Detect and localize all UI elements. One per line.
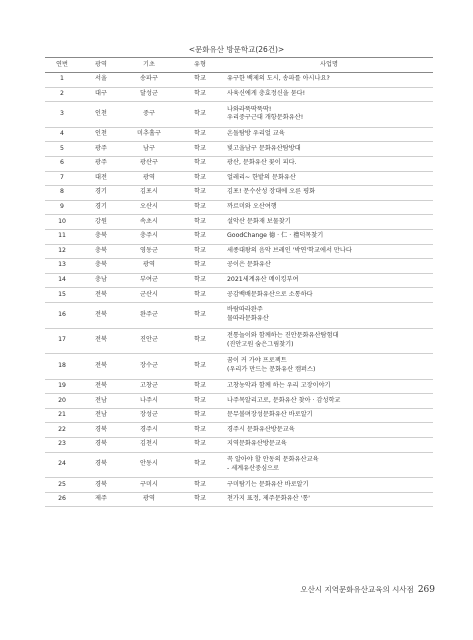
cell-program: [225, 244, 433, 259]
cell-district: 고창군: [123, 379, 175, 394]
table-caption: <문화유산 방문학교(26건)>: [188, 45, 285, 54]
program-line: 바람따라완주: [227, 306, 263, 314]
program-line: 천가지 표정, 제주문화유산 '통': [227, 495, 310, 503]
cell-no: 2: [45, 87, 79, 102]
program-line: 온돌탐방 우리얼 교육: [227, 130, 285, 138]
program-line: 사육신에게 충효정신을 묻다!: [227, 89, 306, 97]
table-row: [45, 302, 433, 328]
cell-program: [225, 102, 433, 128]
cell-type: 학교: [175, 492, 225, 507]
cell-district: 부여군: [123, 273, 175, 288]
cell-no: 22: [45, 423, 79, 438]
cell-no: 12: [45, 244, 79, 259]
cell-type: 학교: [175, 73, 225, 88]
cell-program: [225, 408, 433, 423]
cell-district: 속초시: [123, 215, 175, 230]
cell-district: 김포시: [123, 186, 175, 201]
table-row: [45, 354, 433, 380]
cell-program: [225, 127, 433, 142]
cell-district: 군산시: [123, 288, 175, 303]
table-row: [45, 379, 433, 394]
table-row: [45, 244, 433, 259]
cell-region: 서울: [79, 73, 123, 88]
cell-region: 충북: [79, 259, 123, 274]
cell-region: 전남: [79, 394, 123, 409]
cell-type: 학교: [175, 423, 225, 438]
cell-no: 6: [45, 156, 79, 171]
cell-district: 충주시: [123, 229, 175, 244]
table-row: [45, 438, 433, 453]
cell-type: 학교: [175, 354, 225, 380]
program-line: GoodChange 德 · 仁 · 禮덕목찾기: [227, 232, 324, 240]
cell-type: 학교: [175, 215, 225, 230]
column-header-no: 연번: [45, 58, 79, 73]
program-line: 나와라뚝딱뚝딱!: [227, 105, 272, 113]
cell-region: 전북: [79, 354, 123, 380]
cell-type: 학교: [175, 328, 225, 354]
cell-region: 경북: [79, 423, 123, 438]
cell-program: [225, 273, 433, 288]
program-line: 구미탐기는 문화유산 바로알기: [227, 480, 309, 488]
cell-no: 8: [45, 186, 79, 201]
cell-program: [225, 87, 433, 102]
cell-no: 5: [45, 142, 79, 157]
program-line: 빛고을남구 문화유산탐방대: [227, 144, 301, 152]
cell-region: 경기: [79, 200, 123, 215]
cell-district: 달성군: [123, 87, 175, 102]
table-row: [45, 87, 433, 102]
cell-district: 김천시: [123, 438, 175, 453]
cell-no: 4: [45, 127, 79, 142]
column-header-program: 사업명: [225, 58, 433, 73]
cell-no: 10: [45, 215, 79, 230]
heritage-visit-school-table: [45, 57, 433, 507]
cell-district: 구미시: [123, 478, 175, 493]
cell-type: 학교: [175, 478, 225, 493]
cell-type: 학교: [175, 379, 225, 394]
program-line: 전통놀이와 함께하는 진안문화유산탐험대: [227, 331, 339, 339]
table-row: [45, 478, 433, 493]
cell-type: 학교: [175, 244, 225, 259]
cell-region: 전남: [79, 408, 123, 423]
program-line: 물따라문화유산: [227, 315, 269, 323]
cell-no: 26: [45, 492, 79, 507]
table-row: [45, 452, 433, 478]
cell-no: 20: [45, 394, 79, 409]
program-line: 유구한 백제의 도시, 송파를 아시나요?: [227, 75, 330, 83]
cell-type: 학교: [175, 394, 225, 409]
cell-program: [225, 200, 433, 215]
table-row: [45, 408, 433, 423]
program-line: 2021세계유산 메이킹부여: [227, 276, 299, 284]
program-line: 우리중구근대 개항문화유산!: [227, 114, 304, 122]
cell-no: 21: [45, 408, 79, 423]
table-row: [45, 492, 433, 507]
cell-type: 학교: [175, 156, 225, 171]
table-row: [45, 328, 433, 354]
cell-district: 완주군: [123, 302, 175, 328]
cell-region: 대구: [79, 87, 123, 102]
cell-region: 경북: [79, 478, 123, 493]
cell-program: [225, 328, 433, 354]
cell-region: 충북: [79, 229, 123, 244]
cell-type: 학교: [175, 127, 225, 142]
cell-region: 전북: [79, 288, 123, 303]
cell-type: 학교: [175, 102, 225, 128]
cell-type: 학교: [175, 259, 225, 274]
table-row: [45, 273, 433, 288]
program-line: 지역문화유산방문교육: [227, 440, 287, 448]
cell-program: [225, 302, 433, 328]
cell-district: 미추홀구: [123, 127, 175, 142]
cell-district: 중구: [123, 102, 175, 128]
cell-district: 장수군: [123, 354, 175, 380]
cell-program: [225, 492, 433, 507]
cell-district: 광역: [123, 171, 175, 186]
cell-region: 충북: [79, 244, 123, 259]
table-row: [45, 288, 433, 303]
table-row: [45, 259, 433, 274]
program-line: (우리가 만드는 문화유산 캠퍼스): [227, 366, 316, 374]
cell-district: 경주시: [123, 423, 175, 438]
cell-region: 강원: [79, 215, 123, 230]
cell-district: 송파구: [123, 73, 175, 88]
table-row: [45, 229, 433, 244]
cell-no: 1: [45, 73, 79, 88]
column-header-type: 유형: [175, 58, 225, 73]
cell-region: 광주: [79, 142, 123, 157]
cell-program: [225, 379, 433, 394]
cell-district: 나주시: [123, 394, 175, 409]
cell-district: 남구: [123, 142, 175, 157]
cell-region: 경기: [79, 186, 123, 201]
program-line: 문무볼며장성문화유산 바로알기: [227, 411, 313, 419]
cell-region: 전북: [79, 379, 123, 394]
program-line: 경주시 문화유산방문교육: [227, 425, 295, 433]
cell-district: 오산시: [123, 200, 175, 215]
cell-region: 전북: [79, 302, 123, 328]
program-line: 광산, 문화유산 꽃이 피다.: [227, 159, 297, 167]
cell-no: 16: [45, 302, 79, 328]
cell-type: 학교: [175, 438, 225, 453]
program-line: 고창농악과 함께 하는 우리 고장이야기: [227, 381, 331, 389]
cell-no: 11: [45, 229, 79, 244]
program-line: 꿈이 커 가야 프로젝트: [227, 357, 287, 365]
program-line: 꼭 알아야 할 안동의 문화유산교육: [227, 455, 319, 463]
cell-program: [225, 478, 433, 493]
cell-region: 광주: [79, 156, 123, 171]
cell-no: 17: [45, 328, 79, 354]
page-number: 269: [417, 585, 435, 595]
column-header-district: 기초: [123, 58, 175, 73]
cell-program: [225, 354, 433, 380]
cell-region: 충남: [79, 273, 123, 288]
column-header-region: 광역: [79, 58, 123, 73]
cell-program: [225, 452, 433, 478]
program-line: 세종대왕의 음악 브레인 '박연'학교에서 만나다: [227, 246, 352, 254]
program-line: 나주목알리고로, 문화유산 찾아 · 감성학교: [227, 396, 341, 404]
cell-program: [225, 186, 433, 201]
cell-program: [225, 171, 433, 186]
program-line: 까르미와 오산여행: [227, 203, 277, 211]
cell-region: 대전: [79, 171, 123, 186]
table-row: [45, 215, 433, 230]
cell-region: 제주: [79, 492, 123, 507]
cell-district: 영동군: [123, 244, 175, 259]
cell-type: 학교: [175, 142, 225, 157]
cell-program: [225, 288, 433, 303]
cell-program: [225, 156, 433, 171]
cell-no: 25: [45, 478, 79, 493]
cell-program: [225, 142, 433, 157]
cell-program: [225, 259, 433, 274]
cell-type: 학교: [175, 288, 225, 303]
table-row: [45, 156, 433, 171]
cell-district: 진안군: [123, 328, 175, 354]
cell-type: 학교: [175, 87, 225, 102]
cell-type: 학교: [175, 200, 225, 215]
cell-program: [225, 423, 433, 438]
cell-no: 9: [45, 200, 79, 215]
table-row: [45, 186, 433, 201]
cell-no: 14: [45, 273, 79, 288]
cell-type: 학교: [175, 408, 225, 423]
cell-no: 19: [45, 379, 79, 394]
table-row: [45, 423, 433, 438]
program-line: 얼레리~ 한밭의 문화유산: [227, 173, 296, 181]
program-line: 설악산 문화재 보물찾기: [227, 217, 291, 225]
cell-program: [225, 215, 433, 230]
cell-region: 경북: [79, 438, 123, 453]
program-line: (진안고원 숨은그림찾기): [227, 340, 294, 348]
cell-no: 24: [45, 452, 79, 478]
cell-program: [225, 394, 433, 409]
table-row: [45, 171, 433, 186]
cell-district: 광역: [123, 492, 175, 507]
cell-region: 인천: [79, 102, 123, 128]
program-line: 김포! 문수산성 장대에 오른 평화: [227, 188, 316, 196]
program-line: 공이은 문화유산: [227, 261, 271, 269]
cell-no: 18: [45, 354, 79, 380]
cell-district: 광산구: [123, 156, 175, 171]
cell-type: 학교: [175, 186, 225, 201]
cell-district: 장성군: [123, 408, 175, 423]
cell-program: [225, 438, 433, 453]
table-row: [45, 102, 433, 128]
cell-type: 학교: [175, 229, 225, 244]
cell-no: 3: [45, 102, 79, 128]
footer-title: 오산시 지역문화유산교육의 시사점: [300, 585, 414, 594]
table-header-row: [45, 58, 433, 73]
cell-no: 23: [45, 438, 79, 453]
cell-type: 학교: [175, 171, 225, 186]
cell-region: 전북: [79, 328, 123, 354]
page-footer: [300, 584, 435, 595]
cell-no: 7: [45, 171, 79, 186]
cell-program: [225, 229, 433, 244]
cell-district: 광역: [123, 259, 175, 274]
cell-no: 15: [45, 288, 79, 303]
table-row: [45, 394, 433, 409]
table-row: [45, 73, 433, 88]
program-line: 공감백배문화유산으로 소통하다: [227, 290, 313, 298]
cell-region: 인천: [79, 127, 123, 142]
cell-district: 안동시: [123, 452, 175, 478]
table-row: [45, 142, 433, 157]
cell-region: 경북: [79, 452, 123, 478]
cell-type: 학교: [175, 302, 225, 328]
cell-type: 학교: [175, 273, 225, 288]
cell-program: [225, 73, 433, 88]
program-line: - 세계유산중심으로: [227, 464, 280, 472]
table-row: [45, 127, 433, 142]
cell-type: 학교: [175, 452, 225, 478]
table-row: [45, 200, 433, 215]
cell-no: 13: [45, 259, 79, 274]
